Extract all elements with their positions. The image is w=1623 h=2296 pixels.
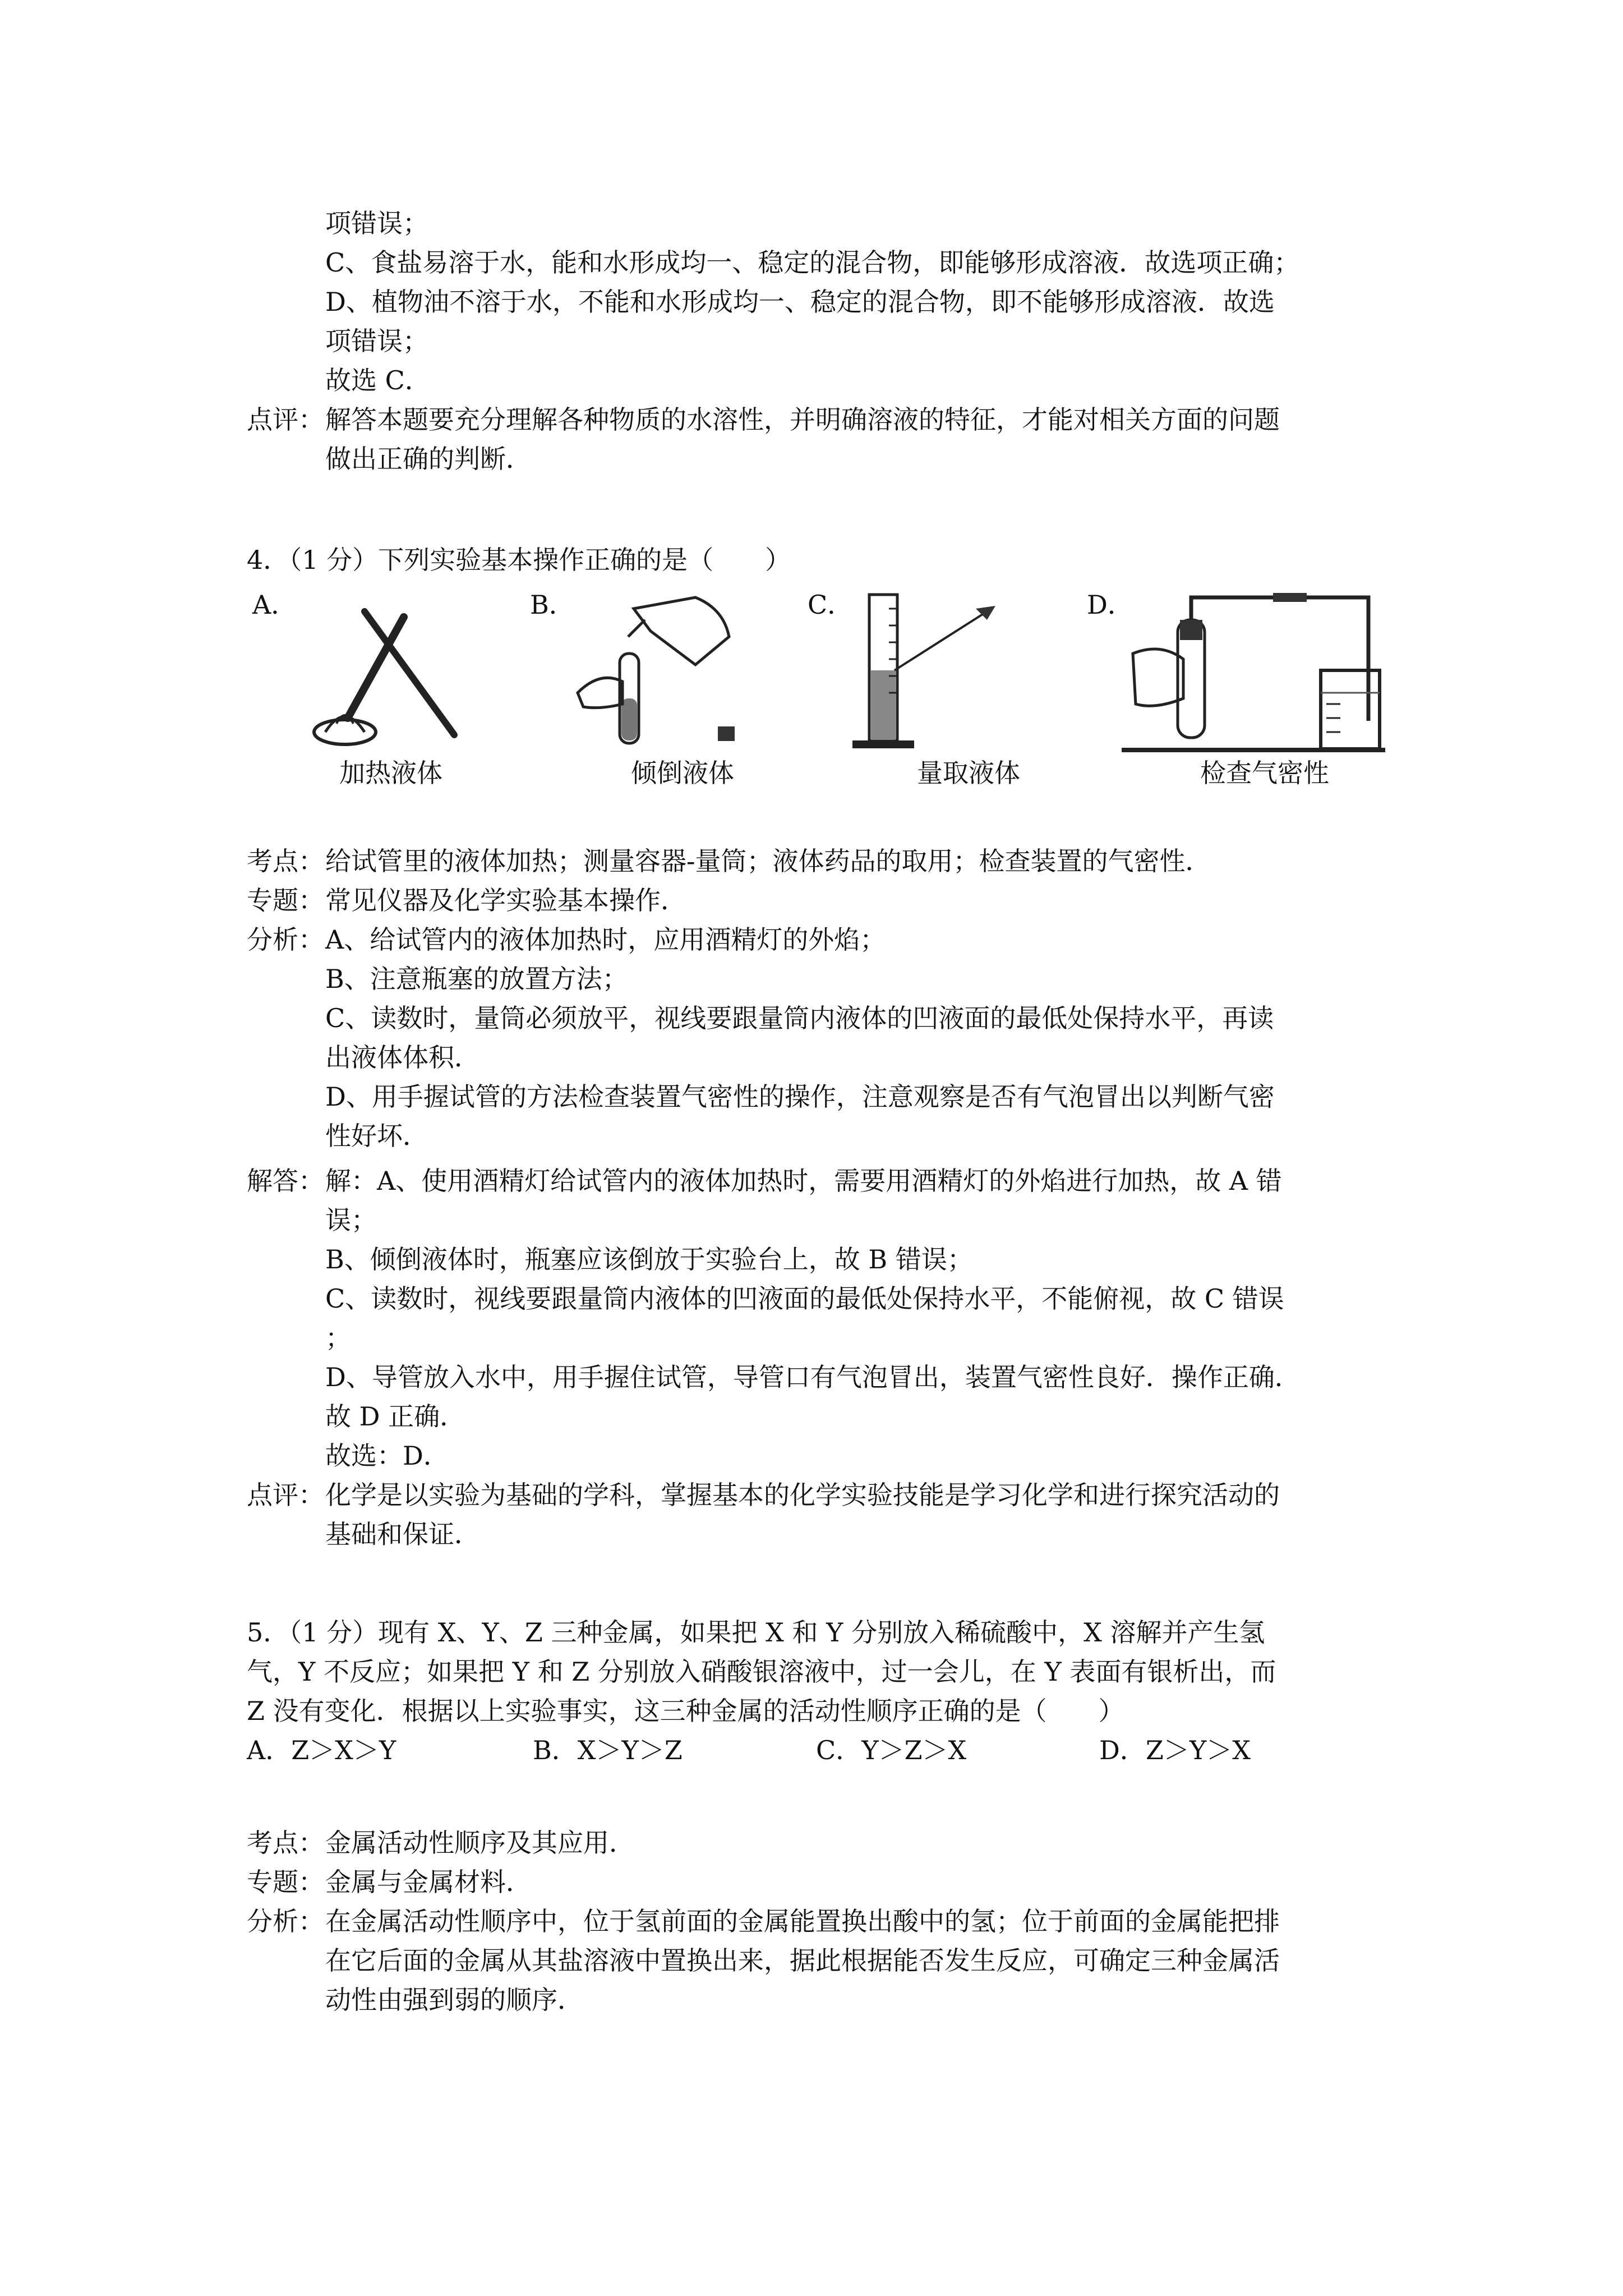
q4-kaodian-label: 考点： — [247, 846, 324, 876]
q4-zhuanti: 常见仪器及化学实验基本操作． — [325, 885, 686, 915]
airtightness-check-figure — [1122, 586, 1380, 754]
q5-fenxi-line: 在金属活动性顺序中，位于氢前面的金属能置换出酸中的氢；位于前面的金属能把排 — [325, 1906, 1280, 1936]
q4-fenxi-line: D、用手握试管的方法检查装置气密性的操作，注意观察是否有气泡冒出以判断气密 — [325, 1082, 1275, 1112]
q4-option-c-letter: C． — [808, 590, 854, 620]
q4-dianping-line: 基础和保证． — [325, 1519, 480, 1549]
q5-zhuanti: 金属与金属材料． — [325, 1867, 532, 1897]
q5-zhuanti-label: 专题： — [247, 1867, 324, 1897]
q3-answer-line: 项错误； — [325, 208, 428, 238]
q5-kaodian-label: 考点： — [247, 1828, 324, 1858]
q4-fenxi-line: 性好坏． — [325, 1121, 428, 1151]
q4-dianping-line: 化学是以实验为基础的学科，掌握基本的化学实验技能是学习化学和进行探究活动的 — [325, 1480, 1280, 1510]
q4-option-a-caption: 加热液体 — [339, 758, 442, 788]
q4-option-c-caption: 量取液体 — [917, 758, 1020, 788]
q3-answer-line: 故选 C． — [325, 365, 431, 395]
q5-option-a: A．Z＞X＞Y — [247, 1735, 396, 1765]
q3-comment-text: 解答本题要充分理解各种物质的水溶性，并明确溶液的特征，才能对相关方面的问题 — [325, 404, 1280, 435]
q3-comment-label: 点评： — [247, 404, 324, 435]
q4-jieda-line: 故选：D． — [325, 1441, 449, 1471]
q4-option-d-letter: D． — [1087, 590, 1133, 620]
q5-stem-line: 气，Y 不反应；如果把 Y 和 Z 分别放入硝酸银溶液中，过一会儿，在 Y 表面有银析出，而 — [247, 1657, 1276, 1687]
q4-fenxi-line: A、给试管内的液体加热时，应用酒精灯的外焰； — [325, 924, 886, 955]
q4-kaodian: 给试管里的液体加热；测量容器-量筒；液体药品的取用；检查装置的气密性． — [325, 846, 1211, 876]
pouring-liquid-figure — [566, 586, 751, 754]
q5-option-d: D．Z＞Y＞X — [1099, 1735, 1251, 1765]
q4-fenxi-line: B、注意瓶塞的放置方法； — [325, 964, 628, 994]
measuring-liquid-figure — [847, 586, 1009, 754]
q3-answer-line: C、食盐易溶于水，能和水形成均一、稳定的混合物，即能够形成溶液．故选项正确； — [325, 247, 1300, 278]
q4-dianping-label: 点评： — [247, 1480, 324, 1510]
q4-jieda-label: 解答： — [247, 1166, 324, 1196]
q4-option-d-caption: 检查气密性 — [1200, 758, 1329, 788]
q4-jieda-line: 故 D 正确． — [325, 1401, 466, 1432]
q4-option-b-caption: 倾倒液体 — [631, 758, 734, 788]
q4-jieda-line: D、导管放入水中，用手握住试管，导管口有气泡冒出，装置气密性良好．操作正确． — [325, 1362, 1301, 1392]
q3-answer-line: 项错误； — [325, 326, 428, 356]
q3-comment-text: 做出正确的判断． — [325, 444, 532, 474]
q5-fenxi-line: 在它后面的金属从其盐溶液中置换出来，据此根据能否发生反应，可确定三种金属活 — [325, 1945, 1280, 1976]
q5-option-b: B．X＞Y＞Z — [533, 1735, 683, 1765]
q4-jieda-line: ； — [325, 1323, 351, 1353]
q4-jieda-line: 误； — [325, 1205, 377, 1235]
q4-jieda-line: B、倾倒液体时，瓶塞应该倒放于实验台上，故 B 错误； — [325, 1244, 973, 1274]
q5-fenxi-label: 分析： — [247, 1906, 324, 1936]
q4-fenxi-line: C、读数时，量筒必须放平，视线要跟量筒内液体的凹液面的最低处保持水平，再读 — [325, 1003, 1274, 1033]
q4-stem: 4．（1 分）下列实验基本操作正确的是（ ） — [247, 545, 791, 575]
q5-stem-line: 5．（1 分）现有 X、Y、Z 三种金属，如果把 X 和 Y 分别放入稀硫酸中，X 溶解并产生氢 — [247, 1617, 1265, 1648]
q4-jieda-line: 解：A、使用酒精灯给试管内的液体加热时，需要用酒精灯的外焰进行加热，故 A 错 — [325, 1166, 1282, 1196]
q4-fenxi-line: 出液体体积． — [325, 1042, 480, 1073]
q5-kaodian: 金属活动性顺序及其应用． — [325, 1828, 635, 1858]
q4-jieda-line: C、读数时，视线要跟量筒内液体的凹液面的最低处保持水平，不能俯视，故 C 错误 — [325, 1283, 1284, 1314]
q5-fenxi-line: 动性由强到弱的顺序． — [325, 1985, 583, 2015]
q4-option-b-letter: B． — [530, 590, 575, 620]
q4-zhuanti-label: 专题： — [247, 885, 324, 915]
q5-option-c: C．Y＞Z＞X — [816, 1735, 967, 1765]
q4-fenxi-label: 分析： — [247, 924, 324, 955]
heating-liquid-figure — [292, 595, 471, 746]
q5-stem-line: Z 没有变化．根据以上实验事实，这三种金属的活动性顺序正确的是（ ） — [247, 1696, 1124, 1726]
q3-answer-line: D、植物油不溶于水，不能和水形成均一、稳定的混合物，即不能够形成溶液．故选 — [325, 287, 1275, 317]
q4-option-a-letter: A． — [252, 590, 297, 620]
